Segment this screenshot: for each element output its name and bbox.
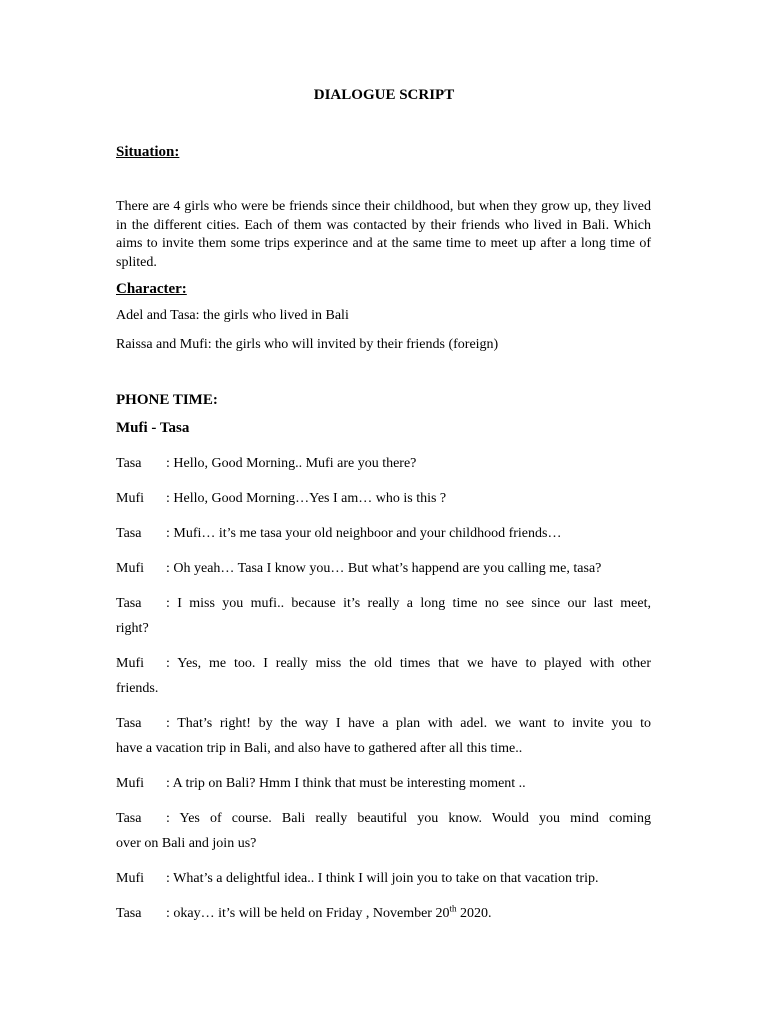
dialogue-line (116, 905, 651, 923)
dialogue-text-main: : okay… it’s will be held on Friday , November 20 (166, 906, 450, 921)
situation-heading: Situation: (116, 144, 180, 160)
speaker-name: Tasa (116, 906, 142, 921)
dialogue-line (116, 595, 651, 638)
dialogue-line (116, 525, 651, 543)
character-heading: Character: (116, 281, 187, 297)
dialogue-continuation: right? (116, 621, 149, 636)
dialogue-line (116, 560, 651, 578)
phone-time-heading: PHONE TIME: (116, 392, 218, 408)
dialogue-line (116, 490, 651, 508)
dialogue-line (116, 655, 651, 698)
dialogue-text: : A trip on Bali? Hmm I think that must be interesting moment .. (166, 776, 526, 791)
speaker-name: Tasa (116, 526, 142, 541)
dialogue-text (166, 905, 651, 923)
dialogue-text: : What’s a delightful idea.. I think I will join you to take on that vacation trip. (166, 871, 599, 886)
pair-heading: Mufi - Tasa (116, 420, 190, 436)
dialogue-text: : Hello, Good Morning…Yes I am… who is this ? (166, 491, 447, 506)
dialogue-line (116, 715, 651, 758)
dialogue-line (116, 810, 651, 853)
dialogue-text: : I miss you mufi.. because it’s really a long time no see since our last meet, (166, 596, 651, 611)
document-title: DIALOGUE SCRIPT (313, 87, 455, 103)
dialogue-line (116, 455, 651, 473)
situation-paragraph: There are 4 girls who were be friends since their childhood, but when they grow up, they lived in the different cities. Each of them was contacted by their friends who lived in Bali. Which aims to invite them some trips experince and at the same time to meet up after a long time of splited. (116, 199, 651, 270)
dialogue-text-tail: 2020. (456, 906, 492, 921)
dialogue-line (116, 775, 651, 793)
speaker-name: Mufi (116, 561, 144, 576)
dialogue-text: : Yes, me too. I really miss the old times that we have to played with other (166, 656, 651, 671)
character-line-2: Raissa and Mufi: the girls who will invited by their friends (foreign) (116, 337, 499, 352)
speaker-name: Tasa (116, 716, 142, 731)
speaker-name: Mufi (116, 776, 144, 791)
character-line-1: Adel and Tasa: the girls who lived in Bali (116, 308, 349, 323)
dialogue-continuation: over on Bali and join us? (116, 836, 257, 851)
speaker-name: Tasa (116, 456, 142, 471)
speaker-name: Mufi (116, 491, 144, 506)
dialogue-text: : Hello, Good Morning.. Mufi are you there? (166, 456, 417, 471)
dialogue-text: : Mufi… it’s me tasa your old neighboor and your childhood friends… (166, 526, 562, 541)
speaker-name: Tasa (116, 811, 142, 826)
dialogue-continuation: have a vacation trip in Bali, and also have to gathered after all this time.. (116, 741, 523, 756)
speaker-name: Mufi (116, 656, 144, 671)
dialogue-text: : Yes of course. Bali really beautiful you know. Would you mind coming (166, 811, 651, 826)
dialogue-line (116, 870, 651, 888)
dialogue-text: : That’s right! by the way I have a plan with adel. we want to invite you to (166, 716, 651, 731)
speaker-name: Mufi (116, 871, 144, 886)
ordinal-suffix: th (449, 903, 457, 914)
dialogue-text: : Oh yeah… Tasa I know you… But what’s happend are you calling me, tasa? (166, 561, 602, 576)
dialogue-continuation: friends. (116, 681, 159, 696)
speaker-name: Tasa (116, 596, 142, 611)
